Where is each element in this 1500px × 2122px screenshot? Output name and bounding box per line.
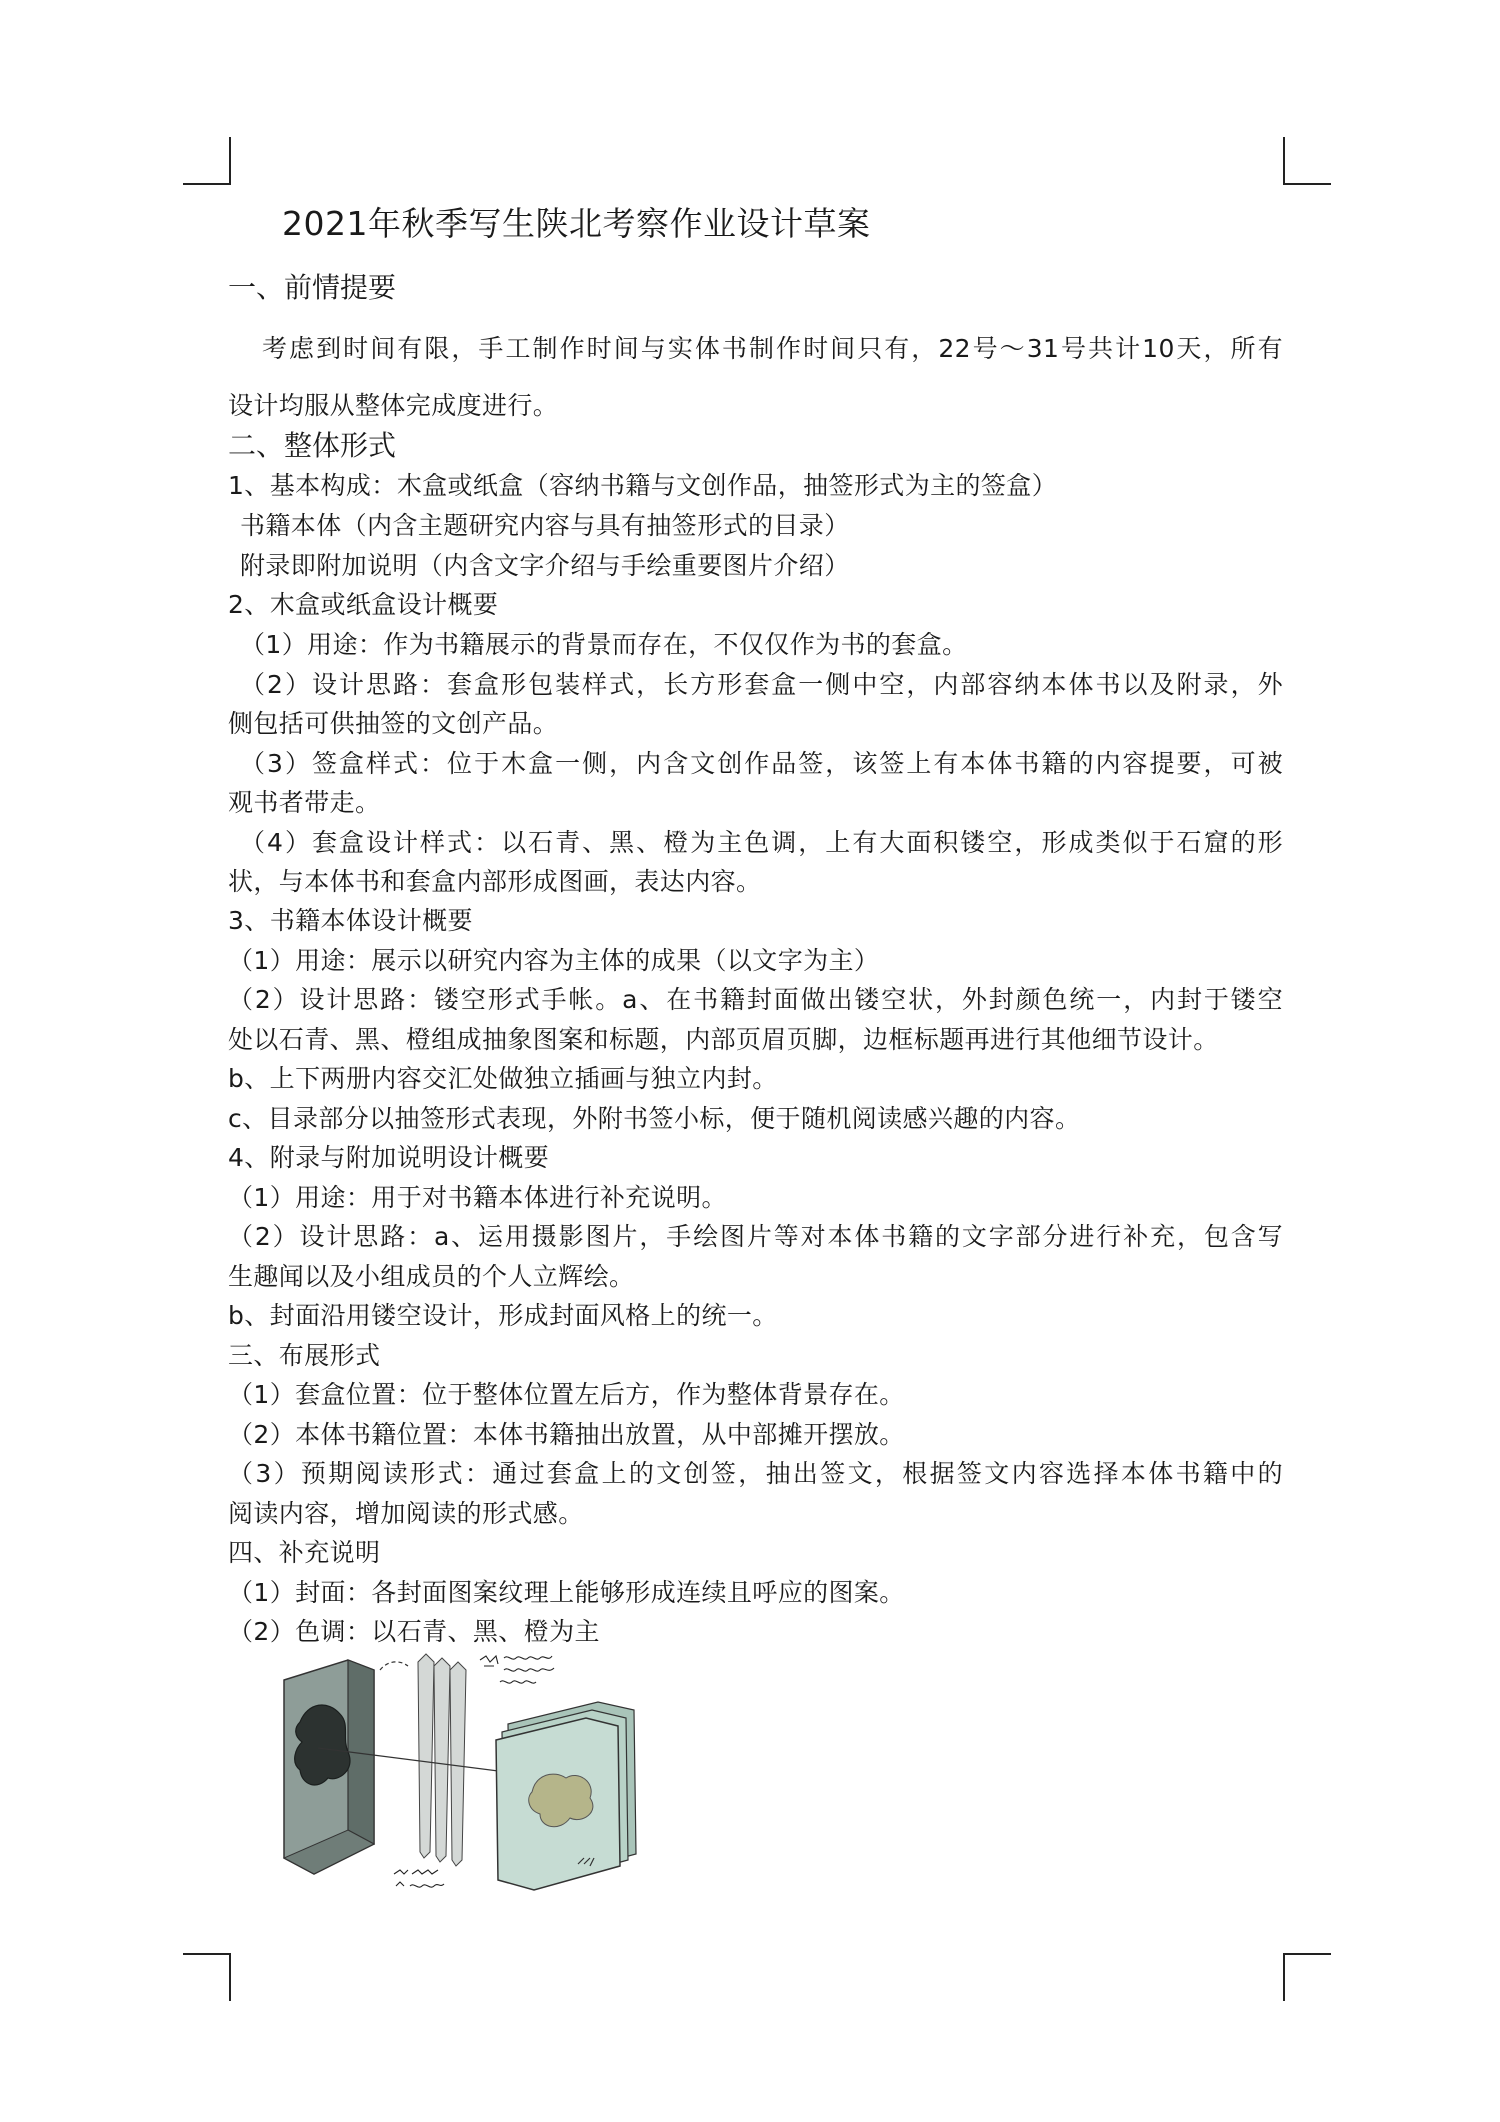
paragraph-line: b、封面沿用镂空设计，形成封面风格上的统一。 [228, 1301, 778, 1330]
books-sketch [496, 1702, 636, 1890]
paragraph-line: （2）本体书籍位置：本体书籍抽出放置，从中部摊开摆放。 [228, 1420, 905, 1449]
paragraph-line: 状，与本体书和套盒内部形成图画，表达内容。 [228, 867, 762, 896]
paragraph-line: （1）用途：展示以研究内容为主体的成果（以文字为主） [228, 946, 880, 975]
paragraph-line: 观书者带走。 [228, 788, 381, 817]
section-heading-2: 二、整体形式 [228, 429, 397, 462]
paragraph-line: （3）预期阅读形式：通过套盒上的文创签，抽出签文，根据签文内容选择本体书籍中的 [228, 1459, 1283, 1488]
paragraph-line: （2）色调：以石青、黑、橙为主 [228, 1617, 600, 1646]
paragraph-line: （1）套盒位置：位于整体位置左后方，作为整体背景存在。 [228, 1380, 905, 1409]
paragraph-line: 书籍本体（内含主题研究内容与具有抽签形式的目录） [240, 511, 850, 540]
paragraph-line: （4）套盒设计样式：以石青、黑、橙为主色调，上有大面积镂空，形成类似于石窟的形 [240, 828, 1283, 857]
section-heading-1: 一、前情提要 [228, 271, 397, 304]
design-sketch-illustration [278, 1652, 658, 1892]
document-title: 2021年秋季写生陕北考察作业设计草案 [282, 204, 871, 243]
paragraph-line: c、目录部分以抽签形式表现，外附书签小标，便于随机阅读感兴趣的内容。 [228, 1104, 1081, 1133]
paragraph-line: 2、木盒或纸盒设计概要 [228, 590, 499, 619]
paragraph-line: 3、书籍本体设计概要 [228, 906, 473, 935]
paragraph-line: （2）设计思路：套盒形包装样式，长方形套盒一侧中空，内部容纳本体书以及附录，外 [240, 670, 1283, 699]
paragraph-line: 4、附录与附加说明设计概要 [228, 1143, 550, 1172]
paragraph-line: 侧包括可供抽签的文创产品。 [228, 709, 559, 738]
paragraph-line: 处以石青、黑、橙组成抽象图案和标题，内部页眉页脚，边框标题再进行其他细节设计。 [228, 1025, 1219, 1054]
paragraph-line: b、上下两册内容交汇处做独立插画与独立内封。 [228, 1064, 778, 1093]
paragraph-line: （2）设计思路：a、运用摄影图片，手绘图片等对本体书籍的文字部分进行补充，包含写 [228, 1222, 1283, 1251]
crop-mark-bottom-left [183, 1953, 231, 2001]
sticks-sketch [418, 1654, 466, 1866]
paragraph-line: 设计均服从整体完成度进行。 [228, 391, 559, 420]
paragraph-line: （3）签盒样式：位于木盒一侧，内含文创作品签，该签上有本体书籍的内容提要，可被 [240, 749, 1283, 778]
paragraph-line: 阅读内容，增加阅读的形式感。 [228, 1499, 584, 1528]
paragraph-line: 1、基本构成：木盒或纸盒（容纳书籍与文创作品，抽签形式为主的签盒） [228, 471, 1058, 500]
section-heading-3: 三、布展形式 [228, 1341, 381, 1370]
crop-mark-top-right [1283, 137, 1331, 185]
paragraph-line: （1）用途：用于对书籍本体进行补充说明。 [228, 1183, 727, 1212]
paragraph-line: （2）设计思路：镂空形式手帐。a、在书籍封面做出镂空状，外封颜色统一，内封于镂空 [228, 985, 1283, 1014]
paragraph-line: （1）用途：作为书籍展示的背景而存在，不仅仅作为书的套盒。 [240, 630, 968, 659]
crop-mark-top-left [183, 137, 231, 185]
paragraph-line: 考虑到时间有限，手工制作时间与实体书制作时间只有，22号～31号共计10天，所有 [262, 334, 1283, 363]
box-sketch [284, 1660, 374, 1874]
crop-mark-bottom-right [1283, 1953, 1331, 2001]
paragraph-line: 附录即附加说明（内含文字介绍与手绘重要图片介绍） [240, 551, 850, 580]
paragraph-line: （1）封面：各封面图案纹理上能够形成连续且呼应的图案。 [228, 1578, 905, 1607]
paragraph-line: 生趣闻以及小组成员的个人立辉绘。 [228, 1262, 635, 1291]
section-heading-4: 四、补充说明 [228, 1538, 381, 1567]
